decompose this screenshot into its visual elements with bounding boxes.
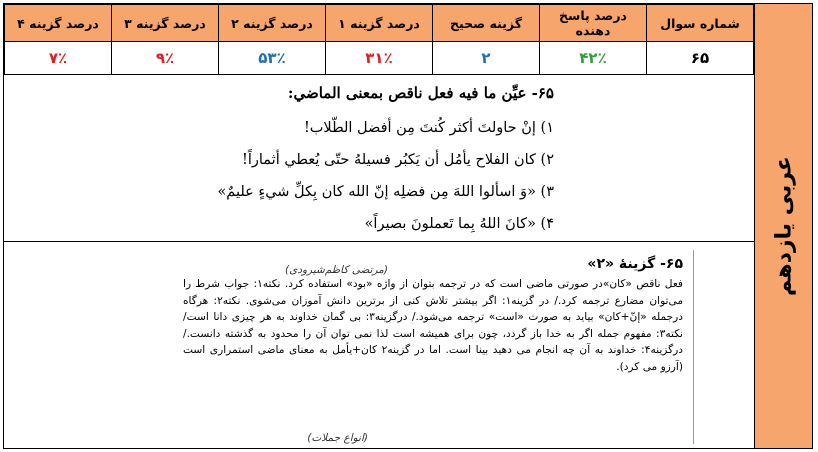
subject-label: عربی یازدهم [771,156,796,296]
question-section [4,74,754,242]
correct-option-value: ۲ [433,42,540,75]
topic-tag: (انواع جملات) [307,432,368,444]
header-correct-option: گزینه صحیح [433,5,540,42]
option3-pct-value: ۹٪ [112,42,219,75]
header-respondents-pct: درصد پاسخ دهنده [540,5,647,42]
question-number-value: ۶۵ [647,42,754,75]
option-3: ۳) «وَ اسألوا اللهَ مِن فضلِه إنّ الله كان بِكلِّ شيءٍ عليمٌ» [217,184,554,200]
header-option1-pct: درصد گزینه ۱ [326,5,433,42]
option2-pct-value: ۵۳٪ [219,42,326,75]
option1-pct-value: ۳۱٪ [326,42,433,75]
question-stem: ۶۵- عيِّن ما فيه فعل ناقص بمعنى الماضي: [287,84,554,102]
answer-author: (مرتضی کاظم‌شیرودی) [285,264,388,276]
answer-title: ۶۵- گزينهٔ «۲» [587,256,683,272]
header-question-number: شماره سوال [647,5,754,42]
option-1: ۱) إنْ حاولتَ أكثر كُنتَ مِن أفضل الطّلاب! [303,120,554,136]
header-option4-pct: درصد گزینه ۴ [5,5,112,42]
question-card [3,3,813,449]
stats-value-row [5,42,754,75]
header-option3-pct: درصد گزینه ۳ [112,5,219,42]
subject-strip [754,4,812,448]
option-2: ۲) كان الفلاح يأمُل أن يَكبُر فسيلهُ حتّى يُعطي أثماراً! [242,152,554,168]
option-4: ۴) «كانَ اللهُ بِما تَعملونَ بصيراً» [364,216,554,232]
respondents-pct-value: ۴۲٪ [540,42,647,75]
answer-section [4,242,754,448]
option4-pct-value: ۷٪ [5,42,112,75]
stats-table [4,4,754,75]
answer-explanation [173,250,694,444]
stats-header-row [5,5,754,42]
header-option2-pct: درصد گزینه ۲ [219,5,326,42]
answer-body: فعل ناقص «کان»در صورتی ماضی است که در ترجمه بتوان از واژه «بود» استفاده کرد. نکته۱: جواب شرط را می‌توان مضارع ترجمه کرد./ در گزینه۱: اگر بیشتر تلاش کنی از برترین دانش آموزان می‌شوی. نکته۲: هرگاه درجمله «إنّ+کان» بیاید به صورت «است» ترجمه می‌شود./ درگزینه۳: بی گمان خداوند به هر چیزی دانا است/ نکته۳: مفهوم جمله اگر به خدا باز گردد، چون برای همیشه است لذا نمی توان آن را محدود به گذشته دانست./ درگزینه۴: خداوند به آن چه انجام می دهید بینا است. اما در گزینه۲ کان+یأمل به معنای ماضی استمراری است (آرزو می کرد). [183,278,684,373]
